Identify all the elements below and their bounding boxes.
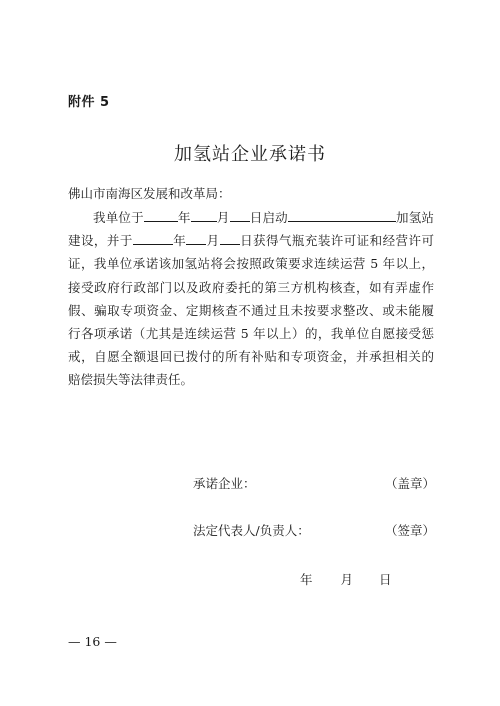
body-line-4: 接受政府行政部门以及政府委托的第三方机构核查，如有弄虚作 [68, 279, 434, 295]
commitment-body [68, 206, 434, 392]
body-line-2 [68, 229, 434, 252]
date-month: 月 [340, 572, 354, 587]
body-text: 月 [206, 233, 220, 249]
body-text: 年 [177, 210, 191, 225]
body-line-3: 证，我单位承诺该加氢站将会按照政策要求连续运营 5 年以上， [68, 256, 434, 272]
body-line-5: 假、骗取专项资金、定期核查不通过且未按要求整改、或未能履 [68, 302, 434, 318]
year-blank[interactable] [133, 232, 173, 245]
month-blank[interactable] [191, 209, 217, 222]
body-text: 年 [172, 233, 187, 249]
body-line-7: 戒，自愿全额退回已拨付的所有补贴和专项资金，并承担相关的 [68, 349, 434, 365]
representative-sign-mark[interactable]: （签章） [385, 523, 436, 538]
document-title: 加氢站企业承诺书 [174, 144, 326, 165]
month-blank[interactable] [186, 232, 206, 245]
body-text: 加氢站 [395, 210, 434, 225]
company-label: 承诺企业： [193, 476, 256, 491]
body-text: 我单位于 [93, 210, 144, 225]
body-text: 建设，并于 [68, 233, 133, 249]
body-line-1 [68, 206, 434, 229]
year-blank[interactable] [144, 209, 178, 222]
day-blank[interactable] [220, 232, 240, 245]
attachment-label: 附件 5 [68, 95, 110, 110]
body-text: 日获得气瓶充装许可证和经营许可 [239, 233, 434, 249]
page-number: — 16 — [68, 634, 117, 649]
day-blank[interactable] [230, 209, 250, 222]
representative-label: 法定代表人/负责人： [193, 523, 310, 538]
date-day: 日 [379, 572, 392, 587]
body-line-8: 赔偿损失等法律责任。 [68, 372, 194, 388]
date-year: 年 [300, 572, 313, 587]
company-seal-mark[interactable]: （盖章） [385, 476, 436, 491]
addressee: 佛山市南海区发展和改革局： [68, 186, 231, 201]
body-text: 日启动 [249, 210, 288, 225]
station-name-blank[interactable] [288, 209, 396, 222]
body-line-6: 行各项承诺（尤其是连续运营 5 年以上）的，我单位自愿接受惩 [68, 326, 434, 342]
date-row [300, 570, 392, 588]
body-text: 月 [216, 210, 230, 225]
